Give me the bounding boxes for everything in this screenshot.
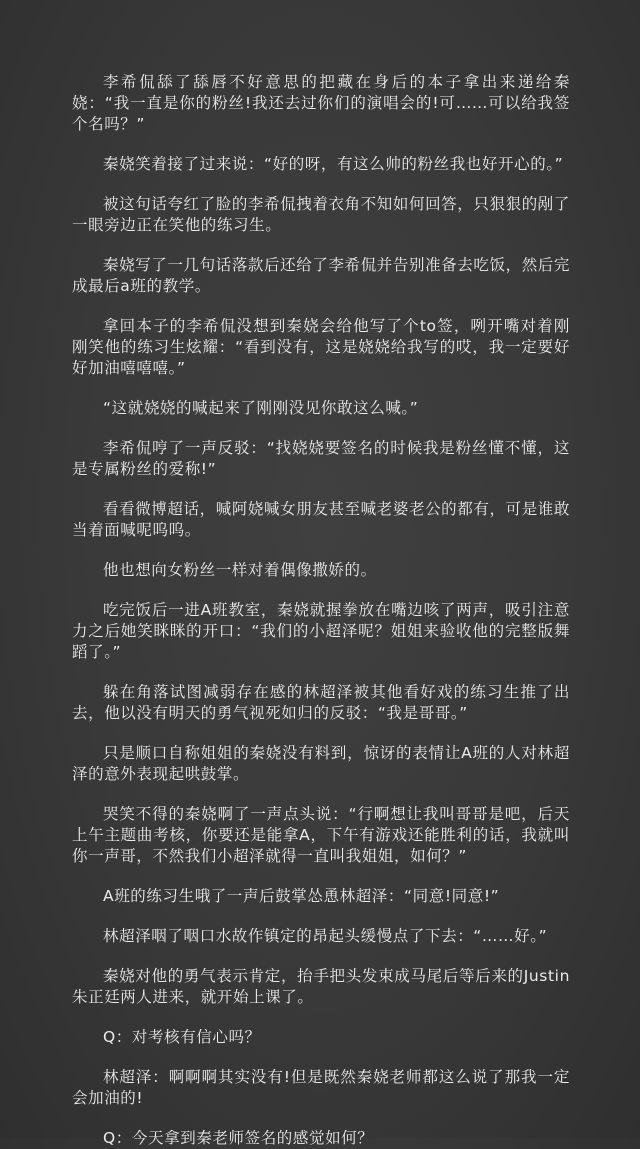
paragraph: 被这句话夸红了脸的李希侃拽着衣角不知如何回答，只狠狠的剐了一眼旁边正在笑他的练习生。 [72, 195, 570, 234]
paragraph: 哭笑不得的秦娆啊了一声点头说：“行啊想让我叫哥哥是吧，后天上午主题曲考核，你要还是能拿A，下午有游戏还能胜利的话，我就叫你一声哥，不然我们小超泽就得一直叫我姐姐，如何？” [72, 805, 570, 865]
paragraph: A班的练习生哦了一声后鼓掌怂恿林超泽：“同意!同意!” [103, 887, 500, 905]
paragraph: 秦娆写了一几句话落款后还给了李希侃并告别准备去吃饭，然后完成最后a班的教学。 [72, 256, 570, 295]
paragraph: 秦娆对他的勇气表示肯定，抬手把头发束成马尾后等后来的Justin朱正廷两人进来，就开始上课了。 [72, 967, 570, 1006]
paragraph: 看看微博超话，喊阿娆喊女朋友甚至喊老婆老公的都有，可是谁敢当着面喊呢呜呜。 [72, 500, 570, 539]
paragraph: “这就娆娆的喊起来了刚刚没见你敢这么喊。” [103, 399, 419, 417]
qa-question: Q：今天拿到秦老师签名的感觉如何？ [103, 1129, 374, 1147]
qa-question: Q：对考核有信心吗？ [103, 1028, 261, 1046]
paragraph: 吃完饭后一进A班教室，秦娆就握拳放在嘴边咳了两声，吸引注意力之后她笑眯眯的开口：“我们的小超泽呢？姐姐来验收他的完整版舞蹈了。” [72, 601, 570, 661]
paragraph: 林超泽咽了咽口水故作镇定的昂起头缓慢点了下去：“……好。” [103, 927, 548, 945]
paragraph: 躲在角落试图减弱存在感的林超泽被其他看好戏的练习生推了出去，他以没有明天的勇气视死如归的反驳：“我是哥哥。” [72, 683, 570, 722]
paragraph: 他也想向女粉丝一样对着偶像撒娇的。 [103, 561, 377, 579]
paragraph: 只是顺口自称姐姐的秦娆没有料到，惊讶的表情让A班的人对林超泽的意外表现起哄鼓掌。 [72, 744, 570, 783]
qa-answer: 林超泽：啊啊啊其实没有!但是既然秦娆老师都这么说了那我一定会加油的! [72, 1068, 570, 1107]
paragraph: 李希侃哼了一声反驳：“找娆娆要签名的时候我是粉丝懂不懂，这是专属粉丝的爱称!” [72, 439, 570, 478]
paragraph: 李希侃舔了舔唇不好意思的把藏在身后的本子拿出来递给秦娆：“我一直是你的粉丝!我还去过你们的演唱会的!可……可以给我签个名吗？” [72, 73, 570, 133]
paragraph: 秦娆笑着接了过来说：“好的呀，有这么帅的粉丝我也好开心的。” [103, 155, 564, 173]
paragraph: 拿回本子的李希侃没想到秦娆会给他写了个to签，咧开嘴对着刚刚笑他的练习生炫耀：“看到没有，这是娆娆给我写的哎，我一定要好好加油嘻嘻嘻。” [72, 317, 570, 377]
